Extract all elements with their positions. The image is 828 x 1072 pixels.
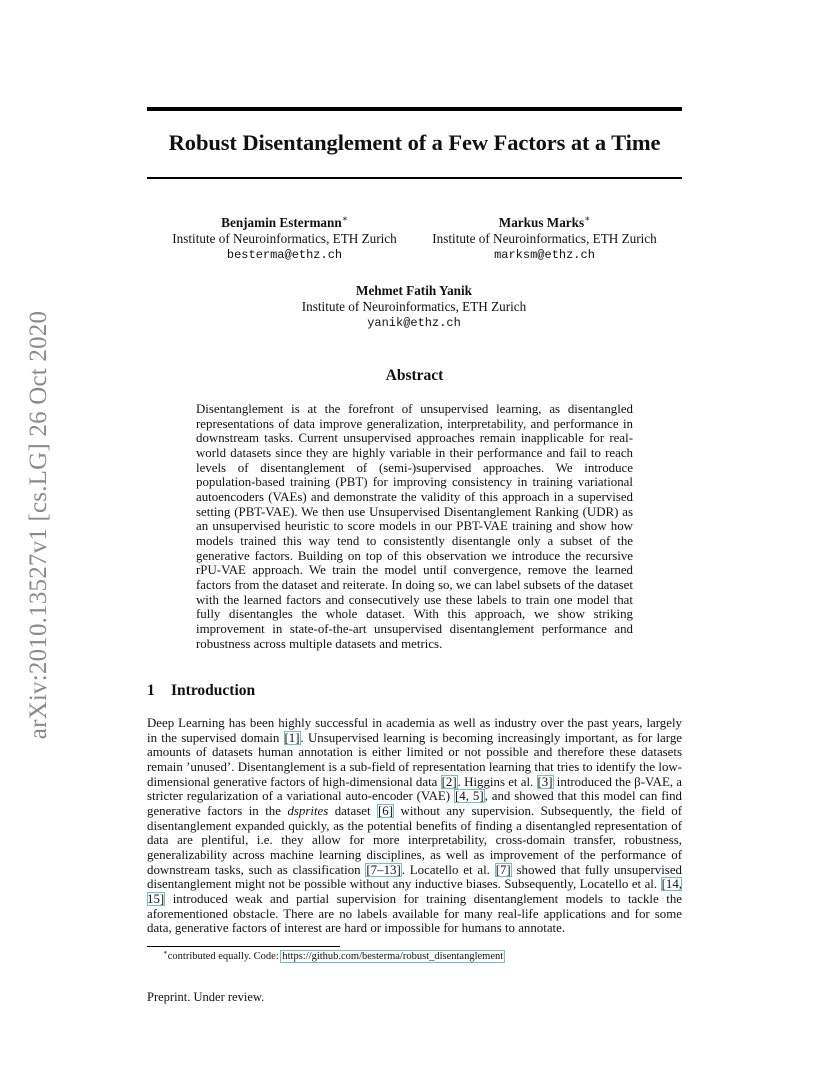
abstract-text: Disentanglement is at the forefront of unsupervised learning, as disentangled representations of data improve generalization, interpretability, and performance in downstream tasks. Current unsupervised approaches remain inapplicable for real-world datasets since they are highly variable in their performance and fail to reach levels of disentanglement of (semi-)supervised approaches. We introduce population-based training (PBT) for improving consistency in training variational autoencoders (VAEs) and demonstrate the validity of this approach in a supervised setting (PBT-VAE). We then use Unsupervised Disentanglement Ranking (UDR) as an unsupervised heuristic to score models in our PBT-VAE training and show how models trained this way tend to consistently disentangle only a subset of the generative factors. Building on top of this observation we introduce the recursive rPU-VAE approach. We train the model until convergence, remove the learned factors from the dataset and reiterate. In doing so, we can label subsets of the dataset with the learned factors and consecutively use these labels to train one model that fully disentangles the whole dataset. With this approach, we show striking improvement in state-of-the-art unsupervised disentanglement performance and robustness across multiple datasets and metrics. [196,402,633,651]
code-link[interactable]: https://github.com/besterma/robust_disentanglement [282,951,504,962]
abstract-heading: Abstract [385,367,444,384]
section-title: Introduction [171,682,256,699]
arxiv-id: arXiv:2010.13527v1 [cs.LG] 26 Oct 2020 [25,310,52,740]
text-run: without any supervision. Subsequently, the field of disentanglement expanded quickly, as the potential benefits of finding a disentangled representation of data are plentiful, i.e. they allow for more interpretability, cross-domain transfer, robustness, generalizability across machine learning disciplines, as well as improvement of the performance of downstream tasks, such as classification [147,804,682,877]
author-email[interactable]: marksm@ethz.ch [494,248,595,262]
author-affiliation: Institute of Neuroinformatics, ETH Zurich [432,231,657,246]
citation-link[interactable]: [2] [441,774,457,789]
preprint-status: Preprint. Under review. [147,990,265,1004]
text-run: dataset [328,804,378,819]
citation-link[interactable]: [4, 5] [455,789,484,804]
title-top-rule [147,107,682,111]
citation-link[interactable]: [7–13] [366,862,401,877]
text-run: showed that fully unsupervised disentanglement might not be possible without any inductive biases. Subsequently, Locatello et al. [147,862,682,892]
author-email[interactable]: besterma@ethz.ch [226,248,343,262]
text-run: . Unsupervised learning is becoming increasingly important, as for large amounts of datasets human annotation is either limited or not possible and therefore these datasets remain ’unused’. Disentanglement is a sub-field of representation learning that tries to identify the low-dimensional generative factors of high-dimensional data [147,730,683,789]
arxiv-side-stamp [21,290,57,760]
equal-contribution-mark: ∗ [584,213,591,224]
text-run: . Higgins et al. [457,774,537,789]
footnote-text: contributed equally. Code: [167,951,282,962]
citation-link[interactable]: [6] [378,804,394,819]
text-run: , and showed that this model can find generative factors in the [147,789,683,819]
title-bottom-rule [147,177,682,179]
author-affiliation: Institute of Neuroinformatics, ETH Zurich [172,231,397,246]
citation-link[interactable]: [7] [495,862,511,877]
author-block [152,215,417,263]
footnote [163,950,504,963]
footnote-mark: ∗ [163,948,168,957]
text-run: introduced the β-VAE, a stricter regularization of a variational auto-encoder (VAE) [147,774,683,804]
citation-link[interactable]: [1] [284,730,300,745]
author-block [264,283,564,331]
author-email[interactable]: yanik@ethz.ch [367,316,461,330]
text-run: introduced weak and partial supervision for training disentanglement models to tackle the aforementioned obstacle. There are no labels available for many real-life applications and for some data, generative factors of interest are hard or impossible for humans to annotate. [147,892,682,936]
author-name: Mehmet Fatih Yanik [356,283,472,298]
text-run: . Locatello et al. [401,862,495,877]
footnote-rule [147,946,340,947]
citation-link[interactable]: [3] [537,774,553,789]
dataset-name: dsprites [287,804,329,819]
section-number: 1 [147,682,155,699]
intro-paragraph [147,716,682,936]
author-name: Markus Marks [498,215,585,230]
citation-link[interactable]: [14, 15] [147,877,682,907]
paper-title: Robust Disentanglement of a Few Factors at a Time [168,130,661,155]
author-name: Benjamin Estermann [221,215,342,230]
text-run: Deep Learning has been highly successful in academia as well as industry over the past years, largely in the supervised domain [147,716,682,745]
section-heading [147,682,255,700]
author-affiliation: Institute of Neuroinformatics, ETH Zurich [301,299,527,314]
author-block [412,215,677,263]
equal-contribution-mark: ∗ [341,213,348,224]
